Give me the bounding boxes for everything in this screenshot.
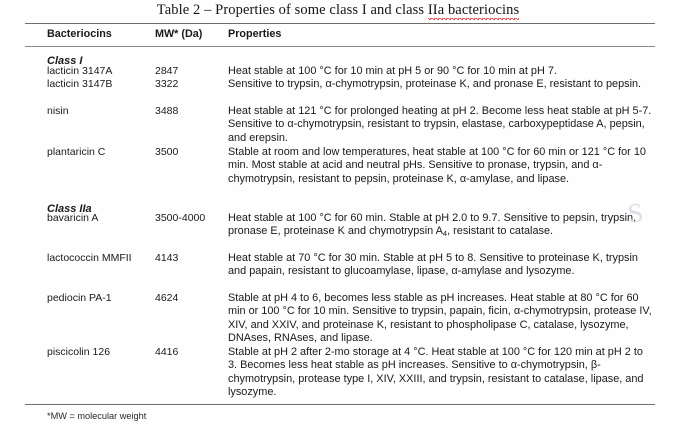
table-header-rule <box>25 46 655 47</box>
cell-bacteriocin-name: lacticin 3147B <box>47 78 113 90</box>
cell-properties: Heat stable at 100 °C for 10 min at pH 5 or 90 °C for 10 min at pH 7. <box>228 65 557 77</box>
cell-properties: Heat stable at 70 °C for 30 min. Stable at pH 5 to 8. Sensitive to proteinase K, trypsin and papain, resistant to glucoamylase, lipase, α-amylase and lysozyme. <box>228 252 638 278</box>
column-header-properties: Properties <box>228 28 282 40</box>
cell-properties-part1: Heat stable at 100 °C for 60 min. Stable at pH 2.0 to 9.7. Sensitive to pepsin, trypsin, pronase E, proteinase K and chymotrypsin A <box>228 212 637 238</box>
table-caption-prefix: Table 2 – Properties of some class I and class <box>156 2 428 18</box>
table-row <box>0 346 676 400</box>
table-top-rule <box>25 23 655 24</box>
column-header-bacteriocins: Bacteriocins <box>47 28 112 40</box>
cell-properties: Heat stable at 121 °C for prolonged heating at pH 2. Become less heat stable at pH 5-7. Sensitive to α-chymotrypsin, resistant to trypsin, elastase, carboxypeptidase A, pepsin, and erepsin. <box>228 105 652 144</box>
cell-molecular-weight: 4416 <box>155 346 179 358</box>
cell-bacteriocin-name: pediocin PA-1 <box>47 292 112 304</box>
cell-molecular-weight: 3500 <box>155 146 179 158</box>
cell-molecular-weight: 3322 <box>155 78 179 90</box>
cell-molecular-weight: 3500-4000 <box>155 212 206 224</box>
section-label: Class IIa <box>47 203 92 215</box>
cell-properties: Sensitive to trypsin, α-chymotrypsin, proteinase K, and pronase E, resistant to pepsin. <box>228 78 642 90</box>
cell-molecular-weight: 4624 <box>155 292 179 304</box>
cell-molecular-weight: 4143 <box>155 252 179 264</box>
table-caption <box>0 1 676 19</box>
watermark-artifact: S <box>625 197 644 229</box>
cell-bacteriocin-name: nisin <box>47 105 69 117</box>
cell-molecular-weight: 3488 <box>155 105 179 117</box>
cell-properties-part2: , resistant to catalase. <box>447 225 554 238</box>
table-row <box>0 105 676 145</box>
table-row <box>0 292 676 346</box>
cell-bacteriocin-name: plantaricin C <box>47 146 106 158</box>
cell-properties: Stable at pH 4 to 6, becomes less stable as pH increases. Heat stable at 80 °C for 60 min or 100 °C for 10 min. Sensitive to trypsin, papain, ficin, α-chymotrypsin, protease IV, XIV, and XXIV, and proteinase K, resistant to phospholipase C, catalase, lysozyme, DNAses, RNAses, and lipase. <box>228 292 652 345</box>
cell-properties: Stable at room and low temperatures, heat stable at 100 °C for 60 min or 121 °C for 10 min. Most stable at acid and neutral pHs. Sensitive to pronase, trypsin, and α-chymotrypsin, resistant to pepsin, proteinase K, α-amylase, and lipase. <box>228 146 646 185</box>
table-row <box>0 212 676 239</box>
table-caption-misspelled: IIa bacteriocins <box>427 2 520 18</box>
table-row <box>0 252 676 279</box>
cell-bacteriocin-name: piscicolin 126 <box>47 346 111 358</box>
cell-properties: Stable at pH 2 after 2-mo storage at 4 °C. Heat stable at 100 °C for 120 min at pH 2 to 3. Becomes less heat stable as pH increases. Sensitive to α-chymotrypsin, β-chymotrypsin, protease type I, XIV, XXIII, and trypsin, resistant to catalase, lipase, and lysozyme. <box>228 346 644 399</box>
table-row <box>0 65 676 78</box>
cell-molecular-weight: 2847 <box>155 65 179 77</box>
table-footnote: *MW = molecular weight <box>47 411 147 421</box>
table-header-row <box>0 28 676 41</box>
cell-properties <box>228 212 676 239</box>
table-bottom-rule <box>25 404 655 405</box>
column-header-mw: MW* (Da) <box>155 28 203 40</box>
cell-bacteriocin-name: lacticin 3147A <box>47 65 113 77</box>
section-label: Class I <box>47 55 83 67</box>
cell-properties-subscript: 4 <box>442 229 448 239</box>
table-caption-text <box>157 1 519 19</box>
table-row <box>0 146 676 186</box>
cell-bacteriocin-name: lactococcin MMFII <box>47 252 132 264</box>
cell-bacteriocin-name: bavaricin A <box>47 212 99 224</box>
table-row <box>0 78 676 91</box>
